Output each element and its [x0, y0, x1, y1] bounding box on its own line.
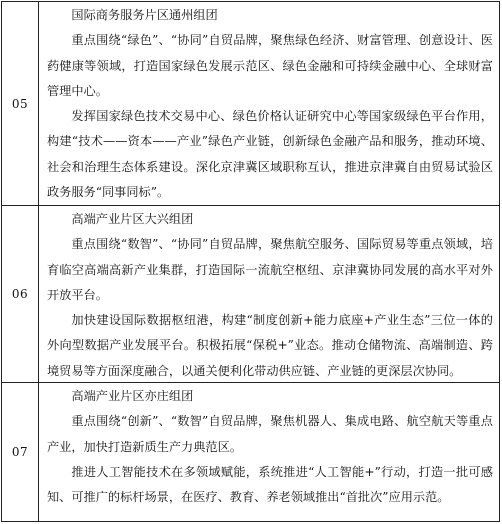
row-number: 06	[2, 206, 39, 382]
zone-heading: 高端产业片区亦庄组团	[71, 389, 194, 403]
paragraph: 发挥国家绿色技术交易中心、绿色价格认证研究中心等国家级绿色平台作用，构建“技术——资本——产业”绿色产业链，创新绿色金融产品和服务，推动环境、社会和治理生态体系建设。深化京津冀区域职称互认，推进京津冀自由贸易试验区政务服务“同事同标”。	[47, 109, 493, 200]
row-number: 07	[2, 383, 39, 521]
table-row-05	[2, 2, 499, 205]
policy-table	[1, 1, 500, 522]
row-content	[39, 206, 499, 382]
zone-heading: 高端产业片区大兴组团	[71, 212, 194, 226]
table-row-06	[2, 205, 499, 382]
row-content	[39, 383, 499, 521]
paragraph: 推进人工智能技术在多领域赋能，系统推进“人工智能+”行动，打造一批可感知、可推广的标杆场景，在医疗、教育、养老领域推出“首批次”应用示范。	[47, 464, 493, 505]
paragraph: 重点围绕“创新”、“数智”自贸品牌，聚焦机器人、集成电路、航空航天等重点产业，加快打造新质生产力典范区。	[47, 414, 493, 454]
row-number: 05	[2, 2, 39, 205]
table-row-07	[2, 382, 499, 521]
paragraph: 重点围绕“绿色”、“协同”自贸品牌，聚焦绿色经济、财富管理、创意设计、医药健康等领域，打造国家绿色发展示范区、绿色金融和可持续金融中心、全球财富管理中心。	[47, 33, 493, 98]
paragraph: 重点围绕“数智”、“协同”自贸品牌，聚焦航空服务、国际贸易等重点领域，培育临空高端高新产业集群，打造国际一流航空枢纽、京津冀协同发展的高水平对外开放平台。	[47, 237, 493, 302]
zone-heading: 国际商务服务片区通州组团	[71, 8, 218, 22]
paragraph: 加快建设国际数据枢纽港，构建“制度创新+能力底座+产业生态”三位一体的外向型数据产业发展平台。积极拓展“保税+”业态。推动仓储物流、高端制造、跨境贸易等方面深度融合，以通关便利化带动供应链、产业链的更深层次协同。	[47, 313, 493, 378]
row-content	[39, 2, 499, 205]
